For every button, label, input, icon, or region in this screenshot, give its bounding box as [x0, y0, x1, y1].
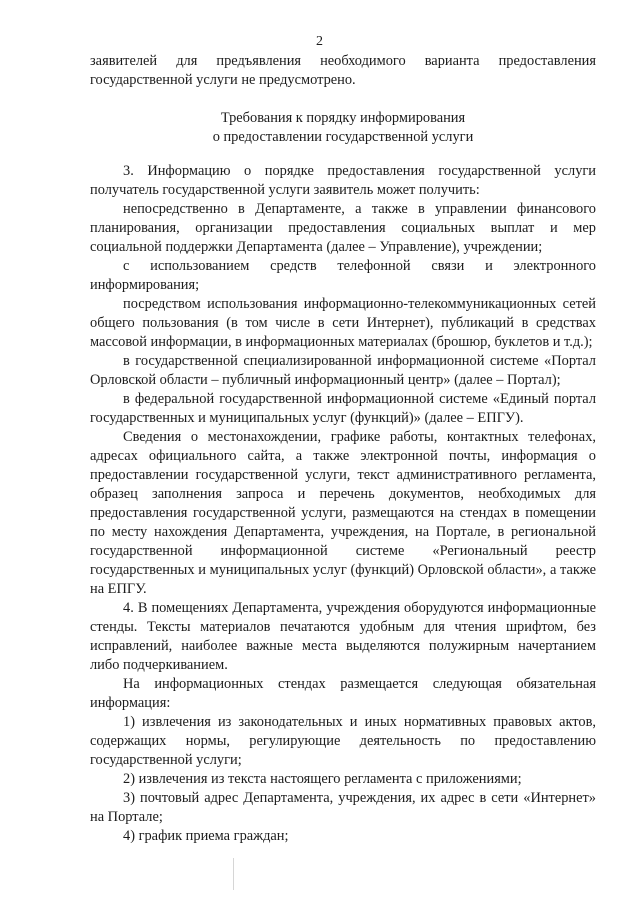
section-heading-line-1: Требования к порядку информирования	[220, 110, 466, 126]
section-heading	[90, 109, 596, 147]
continuation-block	[90, 52, 596, 90]
paragraph-stands-intro: На информационных стендах размещается следующая обязательная информация:	[90, 676, 596, 711]
paragraph-department: непосредственно в Департаменте, а также в управлении финансового планирования, организации предоставления социальных выплат и мер социальной поддержки Департамента (далее – Управление), учреждении;	[90, 201, 596, 255]
list-item-3: 3) почтовый адрес Департамента, учреждения, их адрес в сети «Интернет» на Портале;	[90, 790, 596, 825]
paragraph-item-3: 3. Информацию о порядке предоставления государственной услуги получатель государственной услуги заявитель может получить:	[90, 163, 596, 198]
main-text	[90, 162, 596, 846]
paragraph-info-placement: Сведения о местонахождении, графике работы, контактных телефонах, адресах официального сайта, а также электронной почты, информация о предоставлении государственной услуги, текст административного регламента, образец заполнения запроса и перечень документов, необходимых для предоставления государственной услуги, размещаются на стендах в помещении по месту нахождения Департамента, учреждения, на Портале, в региональной государственной информационной системе «Региональный реестр государственных и муниципальных услуг (функций) Орловской области», а также на ЕПГУ.	[90, 429, 596, 597]
paragraph-phone: с использованием средств телефонной связи и электронного информирования;	[90, 258, 596, 293]
list-item-1: 1) извлечения из законодательных и иных нормативных правовых актов, содержащих нормы, регулирующие деятельность по предоставлению государственной услуги;	[90, 714, 596, 768]
paragraph-epgu: в федеральной государственной информационной системе «Единый портал государственных и муниципальных услуг (функций)» (далее – ЕПГУ).	[90, 391, 596, 426]
paragraph-portal: в государственной специализированной информационной системе «Портал Орловской области – публичный информационный центр» (далее – Портал);	[90, 353, 596, 388]
list-item-4: 4) график приема граждан;	[123, 828, 289, 844]
list-item-2: 2) извлечения из текста настоящего регламента с приложениями;	[123, 771, 522, 787]
paragraph-item-4: 4. В помещениях Департамента, учреждения оборудуются информационные стенды. Тексты материалов печатаются удобным для чтения шрифтом, без исправлений, наиболее важные места выделяются полужирным начертанием либо подчеркиванием.	[90, 600, 596, 673]
continuation-paragraph: заявителей для предъявления необходимого варианта предоставления государственной услуги не предусмотрено.	[90, 53, 596, 88]
page-number: 2	[316, 34, 323, 49]
scan-artifact	[233, 858, 234, 890]
section-heading-line-2: о предоставлении государственной услуги	[212, 129, 474, 145]
paragraph-internet: посредством использования информационно-телекоммуникационных сетей общего пользования (в том числе в сети Интернет), публикаций в средствах массовой информации, в информационных материалах (брошюр, буклетов и т.д.);	[90, 296, 596, 350]
